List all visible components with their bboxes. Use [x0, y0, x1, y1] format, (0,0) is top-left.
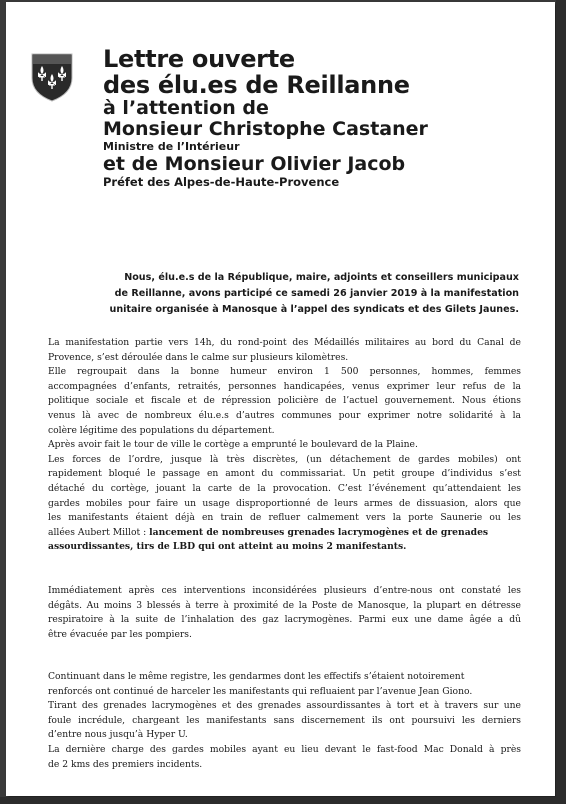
text-line: politique sociale et fiscale et de répression policière de l’actuel gouvernement. Nous étions [48, 395, 521, 407]
text-line: Elle regroupait dans la bonne humeur environ 1 500 personnes, hommes, femmes [48, 366, 521, 378]
text-run: allées Aubert Millot : [48, 526, 150, 538]
text-line: Immédiatement après ces interventions inconsidérées plusieurs d’entre-nous ont constaté les [48, 585, 521, 596]
text-line: détaché du cortège, jouant la carte de la provocation. C’est l’événement qu’attendaient les [48, 482, 521, 494]
text-line: La manifestation partie vers 14h, du rond-point des Médaillés militaires au bord du Canal de [48, 337, 521, 348]
text-line: les manifestants étaient déjà en train de refluer calmement vers la porte Saunerie ou les [48, 512, 521, 524]
text-line: gardes mobiles pour faire un usage disproportionné de leurs armes de dissuasion, alors que [48, 497, 521, 509]
addressee-minister: Monsieur Christophe Castaner [103, 118, 428, 140]
text-line: Les forces de l’ordre, jusque là très discrètes, (un détachement de gardes mobiles) ont [48, 453, 521, 465]
text-line: colère légitime des populations du département. [48, 424, 275, 436]
letter-header [103, 46, 543, 189]
title-line-2: des élu.es de Reillanne [103, 71, 410, 99]
text-line: renforcés ont continué de harceler les manifestants qui refluaient par l’avenue Jean Giono. [48, 685, 473, 697]
text-line: dégâts. Au moins 3 blessés à terre à proximité de la Poste de Manosque, la plupart en détresse [48, 599, 521, 611]
fleur-de-lis-shield-icon [30, 52, 74, 102]
page-edge-bottom [0, 797, 566, 804]
text-line: Après avoir fait le tour de ville le cortège a emprunté le boulevard de la Plaine. [48, 439, 418, 451]
intro-paragraph [74, 270, 519, 318]
bold-text-run: lancement de nombreuses grenades lacrymogènes et de grenades [149, 526, 489, 538]
bold-text-line: assourdissantes, tirs de LBD qui ont atteint au moins 2 manifestants. [48, 541, 407, 553]
minister-role: Ministre de l’Intérieur [103, 140, 240, 153]
text-line: rapidement bloqué le passage en amont du commissariat. Un petit groupe d’individus s’est [48, 468, 521, 480]
addressee-intro: à l’attention de [103, 97, 269, 119]
intro-line: unitaire organisée à Manosque à l’appel des syndicats et des Gilets Jaunes. [109, 304, 519, 315]
intro-line: Nous, élu.e.s de la République, maire, adjoints et conseillers municipaux [124, 272, 519, 283]
text-line: de 2 kms des premiers incidents. [48, 758, 203, 770]
text-line: La dernière charge des gardes mobiles ayant eu lieu devant le fast-food Mac Donald à près [48, 743, 521, 755]
addressee-prefect: et de Monsieur Olivier Jacob [103, 153, 406, 175]
text-line-mixed [48, 526, 521, 541]
text-line: foule incrédule, chargeant les manifestants sans discernement ils ont poursuivi les derniers [48, 714, 521, 726]
text-line: être évacuée par les pompiers. [48, 628, 192, 640]
intro-line: de Reillanne, avons participé ce samedi 26 janvier 2019 à la manifestation [114, 288, 519, 299]
page-edge-right [556, 0, 566, 804]
prefect-role: Préfet des Alpes-de-Haute-Provence [103, 175, 340, 189]
body-paragraph-2 [48, 584, 521, 642]
document-page [6, 2, 555, 796]
text-line: accompagnées d’enfants, retraités, personnes handicapées, venus exprimer leur refus de la [48, 380, 521, 392]
text-line: respiratoire à la suite de l’inhalation des gaz lacrymogènes. Parmi eux une dame âgée a dû [48, 614, 521, 626]
body-paragraph-3 [48, 670, 521, 772]
body-paragraph-1 [48, 336, 521, 555]
text-line: venus là avec de nombreux élu.e.s d’autres communes pour exprimer notre solidarité à la [48, 409, 521, 421]
title-line-1: Lettre ouverte [103, 45, 295, 73]
text-line: d’entre nous jusqu’à Hyper U. [48, 729, 188, 741]
text-line: Tirant des grenades lacrymogènes et des grenades assourdissantes à tort et à travers sur une [48, 700, 521, 712]
text-line: Continuant dans le même registre, les gendarmes dont les effectifs s’étaient notoirement [48, 671, 465, 682]
text-line: Provence, s’est déroulée dans le calme sur plusieurs kilomètres. [48, 351, 349, 363]
